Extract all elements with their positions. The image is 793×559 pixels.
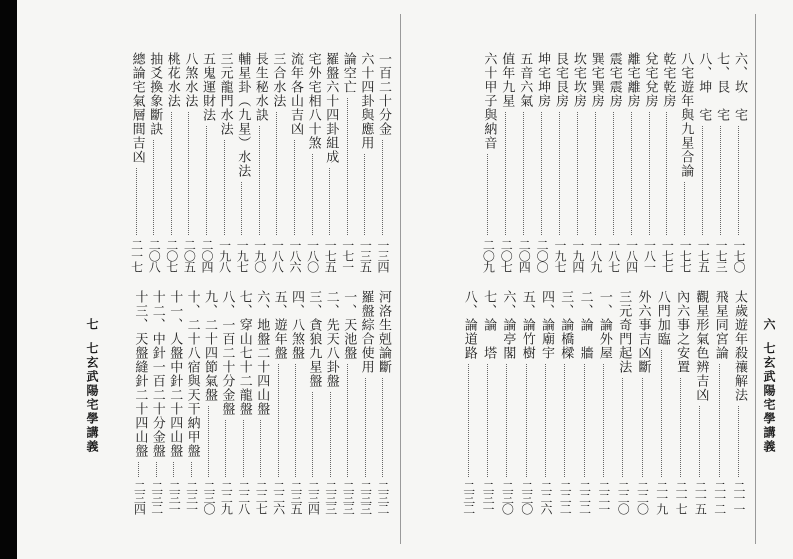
toc-entry: [457, 0, 481, 559]
toc-entry-page: 一九七: [553, 239, 567, 272]
dot-leader: [661, 350, 662, 477]
toc-entry-title: 七、穿山七十二龍盤: [236, 290, 252, 416]
toc-entry-page: 一八〇: [305, 239, 320, 272]
toc-entry-title: 五鬼運財法: [200, 52, 215, 122]
toc-entry-page: 二三〇: [202, 481, 216, 514]
toc-entry-title: 九、二十四節氣盤: [202, 290, 217, 402]
toc-entry-page: 二二〇: [635, 481, 650, 514]
toc-entry-title: 八、論道路: [461, 290, 477, 360]
toc-entry-page: 一七五: [696, 239, 711, 272]
toc-entry-title: 內六事之安置: [674, 290, 690, 374]
toc-entry-title: 六十甲子與納音: [481, 52, 497, 150]
toc-entry-page: 一三五: [358, 239, 373, 272]
toc-entry-page: 二一二: [712, 481, 727, 514]
toc-entry-title: 外六事吉凶斷: [635, 290, 651, 374]
toc-entry-title: 輔星卦（九星）水法: [235, 52, 251, 178]
toc-entry-page: 一九七: [235, 239, 250, 272]
toc-entry-page: 一九八: [217, 239, 232, 272]
toc-entry-title: 論空亡: [340, 52, 356, 94]
dot-leader: [260, 420, 261, 477]
toc-entry-title: 桃花水法: [164, 52, 180, 108]
toc-entry-title: 一、論外屋: [596, 290, 612, 360]
toc-entry-title: 五音六氣: [517, 52, 533, 108]
toc-entry-title: 七、論 塔: [481, 290, 497, 360]
dot-leader: [208, 406, 209, 477]
dot-leader: [173, 462, 174, 477]
dot-leader: [622, 378, 623, 477]
toc-entry-title: 一、天池盤: [341, 290, 357, 360]
dot-leader: [312, 392, 313, 477]
toc-entry-page: 二二七: [254, 481, 269, 514]
toc-entry-page: 一七〇: [732, 239, 746, 272]
dot-leader: [487, 364, 488, 477]
dot-leader: [191, 462, 192, 477]
toc-entry-title: 坎宅坎房: [570, 52, 586, 108]
toc-entry-page: 二三五: [289, 481, 303, 514]
toc-entry-page: 二一七: [129, 239, 144, 272]
toc-entry-title: 五、論竹樹: [519, 290, 535, 360]
toc-entry-page: 二三四: [132, 481, 147, 514]
dot-leader: [603, 364, 604, 477]
toc-entry-page: 二三四: [306, 481, 321, 514]
toc-entry-title: 八、一百二十分金盤: [219, 290, 235, 416]
toc-entry-page: 二〇〇: [535, 239, 550, 272]
toc-entry-title: 七、艮 宅: [714, 52, 730, 122]
toc-entry-title: 宅外宅相八十煞: [305, 52, 321, 150]
toc-entry-title: 長生秘水訣: [252, 52, 268, 122]
toc-entry-page: 二三二: [461, 481, 476, 514]
dot-leader: [564, 364, 565, 477]
toc-entry-page: 二一九: [654, 481, 669, 514]
toc-entry-title: 三、論橋樑: [558, 290, 574, 360]
dot-leader: [680, 378, 681, 477]
toc-entry-page: 二〇四: [517, 239, 532, 272]
toc-entry-page: 一八六: [288, 239, 302, 272]
toc-entry-page: 一八九: [588, 239, 603, 272]
right-page-number: 六: [762, 318, 776, 332]
toc-entry-page: 二三三: [323, 481, 338, 514]
toc-entry-title: 坤宅坤房: [535, 52, 551, 108]
dot-leader: [584, 364, 585, 477]
toc-entry-page: 一七一: [340, 239, 355, 272]
toc-entry-page: 二〇五: [182, 239, 197, 272]
toc-entry-page: 二一一: [732, 481, 746, 514]
toc-entry-title: 八煞水法: [182, 52, 198, 108]
dot-leader: [545, 364, 546, 477]
dot-leader: [526, 364, 527, 477]
toc-entry-page: 一三四: [376, 239, 390, 272]
left-page-top-rule: [400, 14, 401, 544]
toc-entry-page: 二二二: [558, 481, 573, 514]
toc-entry-page: 一八七: [606, 239, 621, 272]
toc-entry-page: 二三一: [167, 481, 182, 514]
toc-entry-page: 一七七: [678, 239, 693, 272]
toc-entry-title: 抽爻換象斷訣: [147, 52, 163, 136]
toc-entry: [127, 0, 151, 559]
toc-entry-title: 六、地盤二十四山盤: [254, 290, 270, 416]
dot-leader: [642, 378, 643, 477]
toc-entry-page: 一九四: [570, 239, 585, 272]
toc-entry-title: 流年各山吉凶: [288, 52, 303, 136]
toc-entry-page: 一七七: [660, 239, 675, 272]
toc-entry-title: 八、坤 宅: [696, 52, 712, 122]
dot-leader: [382, 378, 383, 477]
toc-entry-title: 三元奇門起法: [616, 290, 632, 374]
toc-entry-page: 二〇四: [200, 239, 214, 272]
toc-entry-page: 二二二: [577, 481, 592, 514]
dot-leader: [156, 462, 157, 477]
toc-entry-title: 十二、中針一百二十分金盤: [149, 290, 165, 458]
toc-entry-title: 八門加臨: [654, 290, 670, 346]
toc-entry-page: 二〇七: [499, 239, 514, 272]
toc-entry-title: 羅盤六十四卦組成: [323, 52, 339, 164]
toc-entry-title: 太歲遊年殺禳解法: [732, 290, 747, 402]
toc-entry-title: 巽宅巽房: [588, 52, 604, 108]
toc-entry-page: 二〇九: [481, 239, 496, 272]
toc-entry-title: 十一、人盤中針二十四山盤: [167, 290, 183, 458]
toc-entry-title: 四、論廟宇: [539, 290, 554, 360]
dot-leader: [330, 392, 331, 477]
toc-entry-title: 三、貪狼九星盤: [306, 290, 322, 388]
toc-entry-page: 二三二: [149, 481, 164, 514]
toc-entry-title: 十三、天盤縫針二十四山盤: [132, 290, 148, 458]
toc-entry-title: 河洛生剋論斷: [376, 290, 391, 374]
dot-leader: [138, 462, 139, 477]
toc-entry-page: 二三〇: [519, 481, 534, 514]
dot-leader: [347, 364, 348, 477]
left-page-number: 七: [85, 318, 99, 332]
toc-entry-title: 一百二十分金: [376, 52, 391, 136]
toc-entry-page: 二二六: [539, 481, 553, 514]
toc-entry-page: 二〇七: [164, 239, 179, 272]
dot-leader: [278, 364, 279, 477]
dot-leader: [468, 364, 469, 477]
toc-entry-page: 一七三: [714, 239, 729, 272]
toc-entry-title: 乾宅乾房: [660, 52, 676, 108]
toc-entry-page: 一八八: [270, 239, 285, 272]
toc-entry-title: 總論宅氣層間吉凶: [129, 52, 145, 164]
toc-entry-page: 二三一: [481, 481, 496, 514]
toc-entry-title: 四、八煞盤: [289, 290, 304, 360]
dot-leader: [506, 364, 507, 477]
toc-entry-title: 五、遊年盤: [271, 290, 287, 360]
toc-entry-page: 二二九: [219, 481, 234, 514]
dot-leader: [295, 364, 296, 477]
toc-entry-page: 二〇八: [147, 239, 162, 272]
toc-entry-title: 離宅離房: [624, 52, 640, 108]
toc-entry-title: 六、論亭閣: [500, 290, 516, 360]
toc-entry-title: 震宅震房: [606, 52, 622, 108]
book-spine-shadow: [0, 0, 17, 559]
toc-entry-page: 二二一: [596, 481, 611, 514]
toc-entry-title: 三元龍門水法: [217, 52, 233, 136]
toc-entry-title: 飛星同宮論: [712, 290, 728, 360]
toc-entry-page: 二二六: [271, 481, 286, 514]
toc-entry-page: 一八一: [642, 239, 657, 272]
toc-entry-title: 值年九星: [499, 52, 515, 108]
toc-entry-page: 一九〇: [252, 239, 267, 272]
left-book-title: 七玄武陽宅學講義: [85, 342, 99, 454]
dot-leader: [699, 406, 700, 477]
toc-entry-title: 二、先天八卦盤: [323, 290, 339, 388]
toc-entry-page: 二一七: [674, 481, 689, 514]
dot-leader: [243, 420, 244, 477]
toc-entry-title: 三合水法: [270, 52, 286, 108]
toc-entry-title: 二、論 牆: [577, 290, 593, 360]
toc-entry-title: 六十四卦與應用: [358, 52, 374, 150]
toc-entry-title: 羅盤綜合使用: [358, 290, 374, 374]
toc-entry-title: 八宅遊年與九星合論: [678, 52, 694, 178]
toc-entry-page: 二三三: [341, 481, 356, 514]
toc-entry-page: 一七五: [323, 239, 338, 272]
toc-entry-page: 二二〇: [616, 481, 631, 514]
dot-leader: [365, 378, 366, 477]
toc-entry-page: 二三一: [184, 481, 199, 514]
toc-entry-title: 觀星形氣色辨吉凶: [693, 290, 709, 402]
toc-entry-page: 二三〇: [500, 481, 515, 514]
toc-entry-title: 兌宅兌房: [642, 52, 658, 108]
right-book-title: 七玄武陽宅學講義: [762, 342, 776, 454]
toc-entry-page: 二三二: [376, 481, 390, 514]
dot-leader: [225, 420, 226, 477]
dot-leader: [738, 406, 739, 477]
toc-entry-title: 六、坎 宅: [732, 52, 747, 122]
toc-entry-page: 二一五: [693, 481, 708, 514]
toc-entry-title: 十、二十八宿與天干納甲盤: [184, 290, 200, 458]
toc-entry-page: 一八四: [624, 239, 639, 272]
toc-entry-page: 二二八: [236, 481, 251, 514]
toc-entry-title: 艮宅艮房: [553, 52, 568, 108]
dot-leader: [719, 364, 720, 477]
right-page-top-rule: [755, 14, 756, 544]
toc-entry-page: 二三三: [358, 481, 373, 514]
